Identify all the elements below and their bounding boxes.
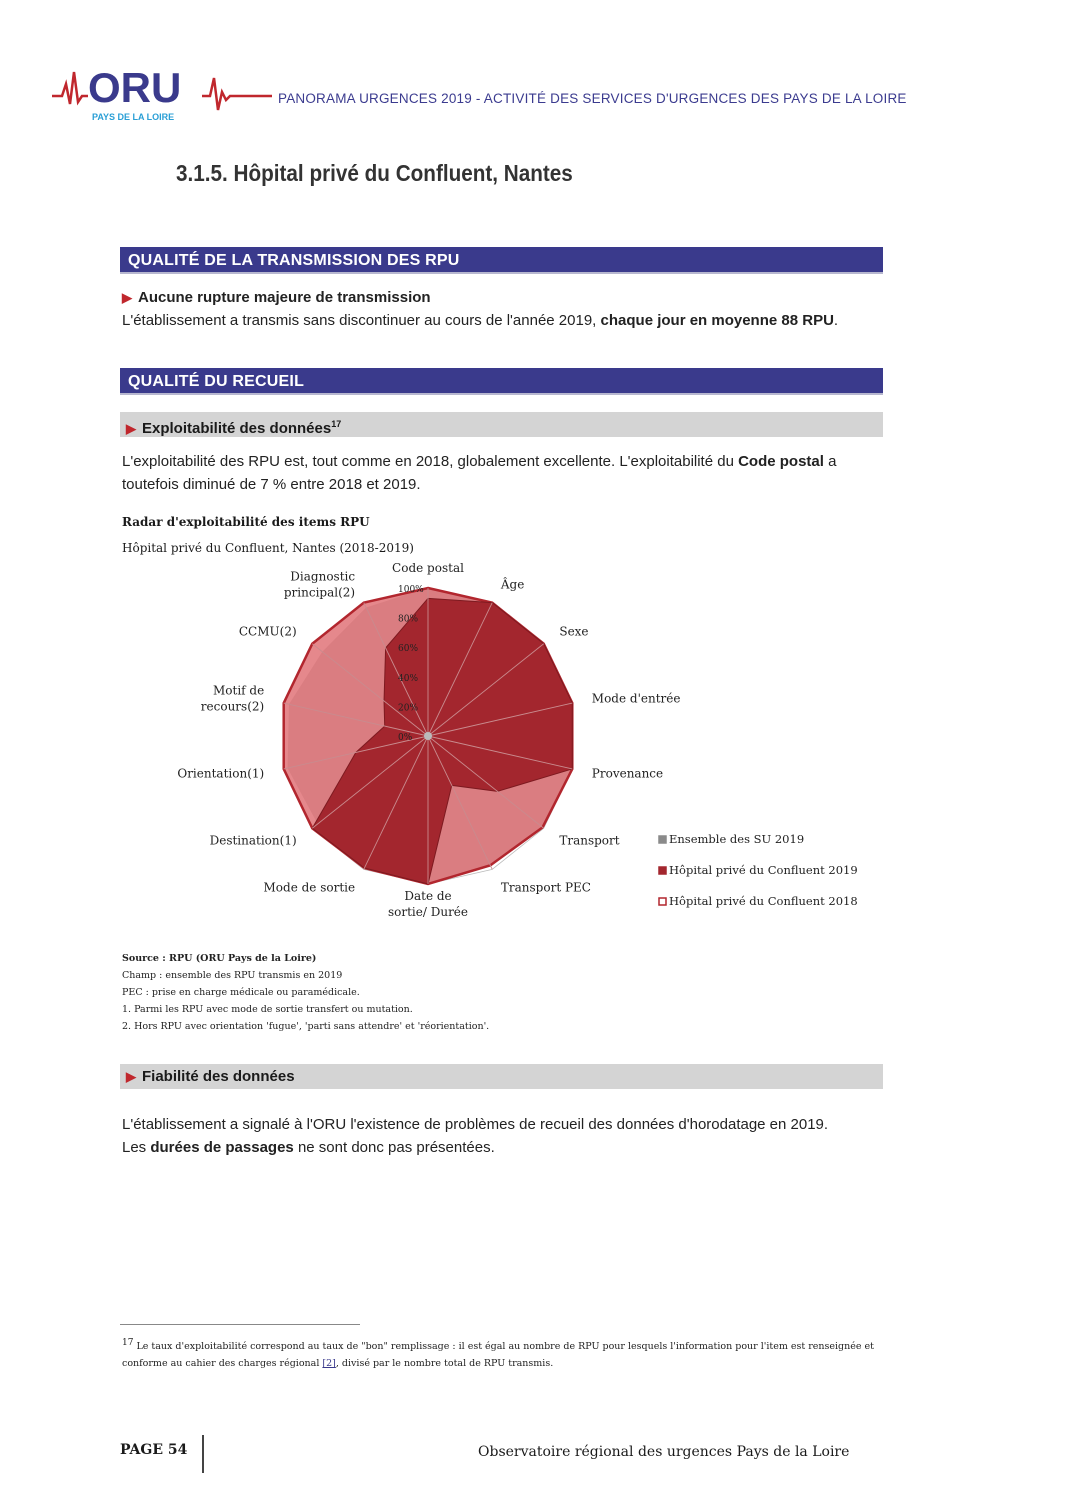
category-label: Motif de recours(2) (200, 683, 265, 714)
note-champ: Champ : ensemble des RPU transmis en 2019 (122, 970, 343, 981)
bullet-triangle-icon: ▶ (126, 421, 136, 436)
page-title: 3.1.5. Hôpital privé du Confluent, Nantes (176, 160, 573, 186)
note-pec: PEC : prise en charge médicale ou paramédicale. (122, 987, 360, 998)
r-tick-label: 0% (398, 733, 413, 743)
legend-swatch (659, 836, 666, 843)
section-band-recueil: QUALITÉ DU RECUEIL (120, 368, 883, 395)
radar-chart (120, 560, 900, 940)
footnote-ref-link[interactable]: [2] (322, 1358, 336, 1370)
category-label: Diagnostic principal(2) (283, 569, 356, 600)
legend-swatch (659, 898, 666, 905)
page-number: PAGE 54 (120, 1442, 188, 1458)
transmission-text: L'établissement a transmis sans discontinuer au cours de l'année 2019, chaque jour en moyenne 88 RPU. (122, 312, 839, 329)
footer-divider (202, 1435, 204, 1473)
category-label: Âge (500, 577, 525, 592)
r-tick-label: 20% (398, 703, 419, 714)
note-1: 1. Parmi les RPU avec mode de sortie transfert ou mutation. (122, 1004, 413, 1015)
r-tick-label: 60% (398, 644, 419, 655)
bullet-triangle-icon: ▶ (122, 290, 132, 305)
category-label: Date de sortie/ Durée (387, 889, 469, 919)
chart-subtitle: Hôpital privé du Confluent, Nantes (2018-2019) (122, 541, 414, 555)
category-label: CCMU(2) (238, 624, 297, 639)
legend-label: Hôpital privé du Confluent 2019 (669, 863, 858, 877)
transmission-block (122, 286, 882, 332)
transmission-subtitle: Aucune rupture majeure de transmission (138, 289, 431, 306)
section-band-transmission: QUALITÉ DE LA TRANSMISSION DES RPU (120, 247, 883, 274)
category-label: Transport PEC (500, 880, 591, 895)
legend-swatch (659, 867, 666, 874)
oru-logo (52, 58, 272, 128)
category-label: Orientation(1) (177, 766, 265, 781)
footer-organization: Observatoire régional des urgences Pays de la Loire (478, 1444, 850, 1460)
running-title: PANORAMA URGENCES 2019 - ACTIVITÉ DES SERVICES D'URGENCES DES PAYS DE LA LOIRE (278, 91, 907, 106)
note-2: 2. Hors RPU avec orientation 'fugue', 'parti sans attendre' et 'réorientation'. (122, 1021, 490, 1032)
bullet-triangle-icon: ▶ (126, 1069, 136, 1084)
r-tick-label: 80% (398, 614, 419, 625)
exploitabilite-text: L'exploitabilité des RPU est, tout comme en 2018, globalement excellente. L'exploitabilité du Code postal a toutefois diminué de 7 % entre 2018 et 2019. (122, 453, 837, 493)
legend-label: Ensemble des SU 2019 (669, 832, 805, 846)
category-label: Sexe (559, 624, 589, 639)
chart-notes (122, 950, 489, 1035)
subsection-fiabilite: ▶ Fiabilité des données (120, 1064, 883, 1089)
footnote-divider (120, 1324, 360, 1325)
chart-title: Radar d'exploitabilité des items RPU (122, 515, 370, 529)
svg-text:ORU: ORU (88, 64, 182, 111)
r-tick-label: 40% (398, 673, 419, 684)
radar-center (424, 732, 432, 740)
r-tick-label: 100% (398, 585, 424, 595)
category-label: Mode de sortie (263, 880, 356, 895)
heartbeat-line-icon (52, 72, 88, 104)
category-label: Destination(1) (209, 833, 297, 848)
footnote: $^{17}$ Le taux d'exploitabilité correspond au taux de "bon" remplissage : il est égal au nombre de RPU pour lesquels l'information pour l'item est renseignée et conforme au cahier des charges régional [2], divisé par le nombre total de RPU transmis. (122, 1338, 874, 1370)
category-label: Transport (559, 833, 620, 848)
legend-label: Hôpital privé du Confluent 2018 (669, 894, 858, 908)
category-label: Mode d'entrée (591, 691, 681, 706)
note-source: Source : RPU (ORU Pays de la Loire) (122, 953, 317, 964)
svg-text:PAYS DE LA LOIRE: PAYS DE LA LOIRE (92, 112, 175, 122)
subsection-exploitabilite: ▶ Exploitabilité des données$^{17}$ (120, 412, 883, 437)
fiabilite-text: L'établissement a signalé à l'ORU l'existence de problèmes de recueil des données d'horodatage en 2019. Les durées de passages ne sont donc pas présentées. (122, 1116, 829, 1156)
chart-legend (659, 832, 858, 908)
category-label: Code postal (392, 561, 464, 575)
category-label: Provenance (591, 766, 664, 781)
